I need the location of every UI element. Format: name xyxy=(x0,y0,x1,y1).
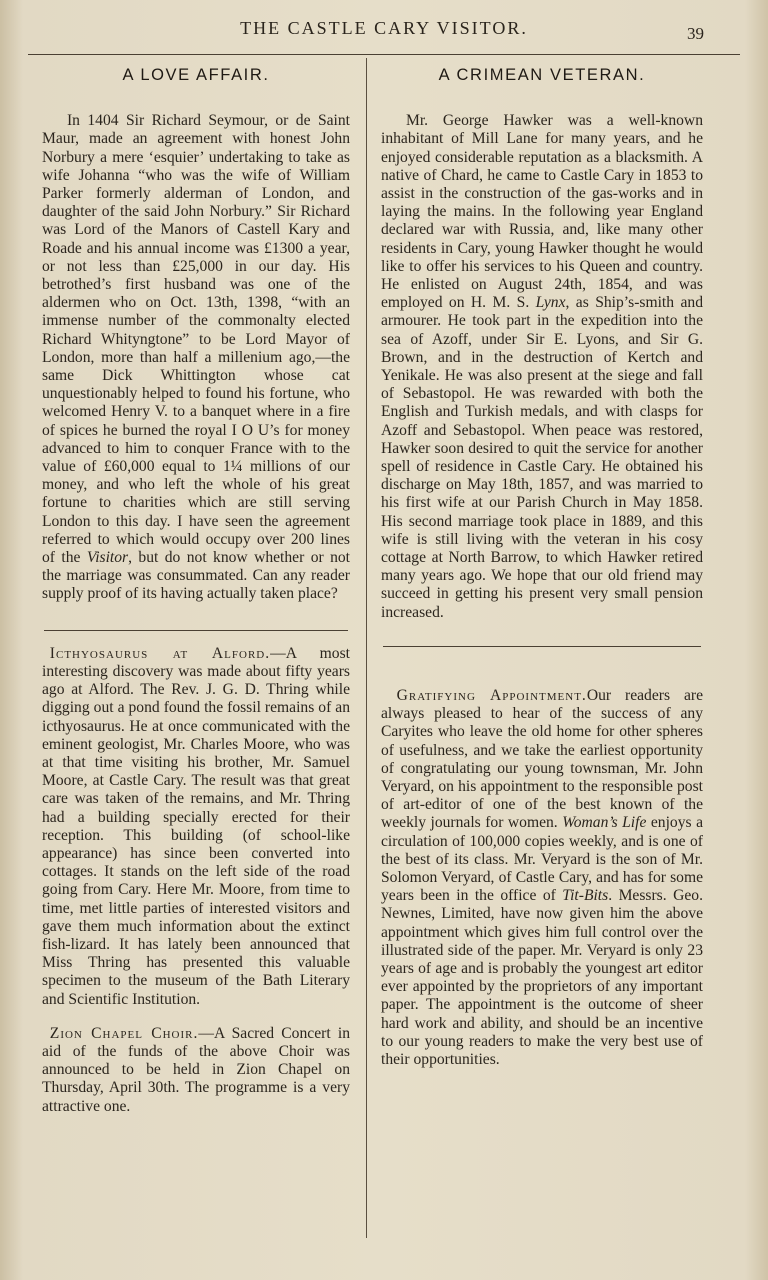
love-affair-article xyxy=(42,112,350,603)
appointment-text-3: . Messrs. Geo. Newnes, Limited, have now given him the above appointment which gives him full control over the illustrated side of the paper. Mr. Veryard is only 23 years of age and is probably the youngest art editor ever appointed by the proprietors of any important paper. The appointment is the outcome of sheer hard work and ability, and should be an incentive to our young readers to make the very best use of their opportunities. xyxy=(381,887,703,1068)
appointment-title: Gratifying Appointment. xyxy=(396,686,587,704)
icthyosaurus-title: Icthyosaurus at Alford. xyxy=(49,644,271,662)
left-column xyxy=(42,60,350,1116)
zion-chapel-title: Zion Chapel Choir. xyxy=(49,1024,199,1042)
appointment-article xyxy=(381,687,703,1069)
running-head-title: THE CASTLE CARY VISITOR. xyxy=(240,18,528,38)
section-rule-left xyxy=(44,630,348,631)
titbits-italic: Tit-Bits xyxy=(562,887,609,905)
zion-chapel-text: —A Sacred Concert in aid of the funds of the above Choir was announced to be held in Zion Chapel on Thursday, April 30th. The programme is a very attractive one. xyxy=(42,1024,351,1115)
crimean-text-2: , as Ship’s-smith and armourer. He took part in the expedition into the sea of Azoff, under Sir E. Lyons, and Sir G. Brown, and in the destruction of Kertch and Yenikale. He was also present at the siege and fall of Sebastopol. He was rewarded with both the English and Turkish medals, and with clasps for Azoff and Sebastopol. When peace was restored, Hawker soon desired to quit the service for another spell of residence in Castle Cary. He obtained his discharge on May 18th, 1857, and was married to his first wife at our Parish Church in May 1858. His second marriage took place in 1889, and this wife is still living with the veteran in his cosy cottage at North Barrow, to which Hawker retired many years ago. We hope that our old friend may succeed in getting his present very small pension increased. xyxy=(381,294,703,621)
crimean-text-1: Mr. George Hawker was a well-known inhabitant of Mill Lane for many years, and he enjoyed considerable reputation as a blacksmith. A native of Chard, he came to Castle Cary in 1853 to assist in the construction of the gas-works and in laying the mains. In the following year England declared war with Russia, and, like many other residents in Cary, young Hawker thought he would like to offer his services to his Queen and country. He enlisted on August 24th, 1854, and was employed on H. M. S. xyxy=(381,112,703,312)
right-column xyxy=(381,60,703,1069)
crimean-veteran-heading: A CRIMEAN VETERAN. xyxy=(438,66,646,84)
visitor-italic: Visitor xyxy=(86,549,129,567)
icthyosaurus-article xyxy=(42,645,350,1009)
crimean-veteran-article xyxy=(381,112,703,622)
page-number: 39 xyxy=(687,24,704,43)
icthyosaurus-text: —A most interesting discovery was made about fifty years ago at Alford. The Rev. J. G. D. Thring while digging out a pond found the fossil remains of an icthyosaurus. He at once communicated with the eminent geologist, Mr. Charles Moore, who was at that time visiting his brother, Mr. Samuel Moore, at Castle Cary. The result was that great care was taken of the remains, and Mr. Thring had a building specially erected for their reception. This building (of school-like appearance) has since been converted into cottages. It stands on the left side of the road going from Cary. Here Mr. Moore, from time to time, met little parties of interested visitors and gave them much information about the extinct fish-lizard. It has lately been announced that Miss Thring has presented this valuable specimen to the museum of the Bath Literary and Scientific Institution. xyxy=(42,644,350,1008)
appointment-text-1: Our readers are always pleased to hear of the success of any Caryites who leave the old home for other spheres of usefulness, and we take the earliest opportunity of congratulating our young townsman, Mr. John Veryard, on his appointment to the responsible post of art-editor of one of the best known of the weekly journals for women. xyxy=(381,686,703,832)
love-affair-heading: A LOVE AFFAIR. xyxy=(122,66,270,84)
column-divider xyxy=(366,58,367,1238)
appointment-text-2: enjoys a circulation of 100,000 copies weekly, and is one of the best of its class. Mr. Veryard is the son of Mr. Solomon Veryard, of Castle Cary, and has for some years been in the office of xyxy=(381,814,703,905)
womans-life-italic: Woman’s Life xyxy=(562,814,647,832)
section-rule-right xyxy=(383,646,701,647)
zion-chapel-article xyxy=(42,1025,350,1116)
love-affair-text-1: In 1404 Sir Richard Seymour, or de Saint Maur, made an agreement with honest John Norbury a mere ‘esquier’ undertaking to take as wife Johanna “who was the wife of William Parker formerly alderman of London, and daughter of the said John Norbury.” Sir Richard was Lord of the Manors of Castell Kary and Roade and his annual income was £1300 a year, or not less than £25,000 in our day. His betrothed’s first husband was one of the aldermen who on Oct. 13th, 1398, “with an immense number of the commonalty elected Richard Whityngtone” to be Lord Mayor of London, more than half a millenium ago,—the same Dick Whittington whose cat unquestionably helped to found his fortune, who welcomed Henry V. to a banquet where in a fire of spices he burned the royal I O U’s for money advanced to him to conquer France with to the value of £60,000 equal to 1¼ millions of our money, and who left the whole of his great fortune to charities which are still serving London to this day. I have seen the agreement referred to which would occupy over 200 lines of the xyxy=(42,112,350,567)
header-rule xyxy=(28,54,740,55)
love-affair-text-2: , but do not know whether or not the marriage was consummated. Can any reader supply proof of its having actually taken place? xyxy=(42,549,350,603)
lynx-italic: Lynx xyxy=(535,294,566,312)
